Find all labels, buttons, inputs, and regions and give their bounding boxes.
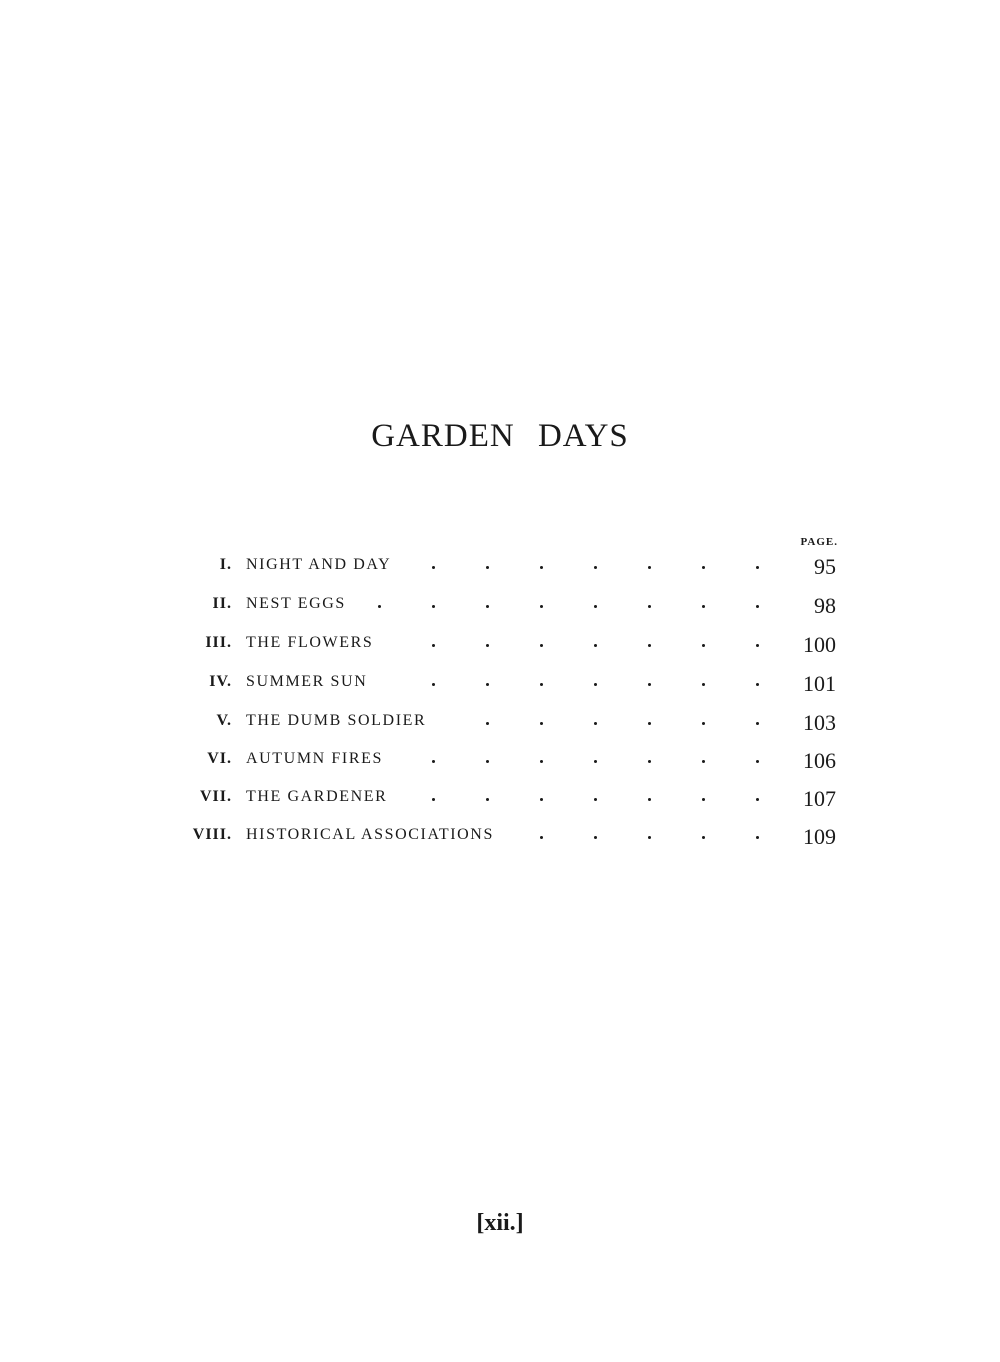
toc-entry [0,587,1000,625]
leader-dot [702,722,705,725]
leader-dot [702,683,705,686]
leader-dot [540,760,543,763]
leader-dot [540,644,543,647]
leader-dot [702,644,705,647]
entry-page-number: 101 [803,671,836,696]
leader-dot [540,605,543,608]
leader-dot [540,722,543,725]
page-folio: [xii.] [476,1210,524,1236]
leader-dot [648,722,651,725]
leader-dot [486,605,489,608]
leader-dot [594,644,597,647]
entry-page-number: 109 [803,824,836,849]
entry-title: HISTORICAL ASSOCIATIONS [246,826,494,843]
leader-dot [594,605,597,608]
leader-dot [540,836,543,839]
leader-dot [648,605,651,608]
leader-dot [486,722,489,725]
leader-dot [432,566,435,569]
toc-entry [0,665,1000,703]
leader-dot [702,836,705,839]
entry-numeral: III. [205,634,232,651]
entry-numeral: I. [219,556,232,573]
toc-entry [0,626,1000,664]
leader-dot [432,605,435,608]
leader-dot [756,836,759,839]
entry-numeral: VII. [199,788,232,805]
leader-dot [540,566,543,569]
leader-dot [486,566,489,569]
leader-dots [0,566,1000,572]
leader-dot [702,760,705,763]
leader-dot [594,798,597,801]
leader-dot [486,760,489,763]
page-title: GARDEN DAYS [371,418,629,454]
toc-entry [0,548,1000,586]
leader-dot [756,722,759,725]
leader-dot [648,644,651,647]
leader-dot [486,644,489,647]
leader-dots [0,798,1000,804]
entry-title: THE FLOWERS [246,634,374,651]
leader-dots [0,836,1000,842]
entry-title: NIGHT AND DAY [246,556,392,573]
entry-page-number: 100 [803,632,836,657]
entry-page-number: 107 [803,786,836,811]
leader-dot [432,798,435,801]
leader-dot [540,798,543,801]
entry-numeral: VIII. [192,826,232,843]
entry-title: AUTUMN FIRES [246,750,383,767]
leader-dot [432,760,435,763]
leader-dot [648,683,651,686]
leader-dot [702,798,705,801]
entry-page-number: 103 [803,710,836,735]
leader-dot [486,798,489,801]
entry-title: NEST EGGS [246,595,346,612]
leader-dot [648,798,651,801]
leader-dot [648,566,651,569]
leader-dot [756,566,759,569]
leader-dot [378,605,381,608]
toc-entry [0,780,1000,818]
page-column-label: PAGE. [800,536,838,548]
leader-dot [594,836,597,839]
leader-dot [594,722,597,725]
entry-page-number: 98 [814,593,836,618]
entry-numeral: V. [216,712,232,729]
leader-dot [702,605,705,608]
leader-dots [0,722,1000,728]
leader-dot [648,760,651,763]
entry-numeral: VI. [207,750,232,767]
leader-dots [0,760,1000,766]
toc-entry [0,818,1000,856]
leader-dot [540,683,543,686]
entry-title: SUMMER SUN [246,673,368,690]
leader-dot [702,566,705,569]
leader-dots [0,605,1000,611]
leader-dot [486,683,489,686]
leader-dot [756,644,759,647]
entry-page-number: 106 [803,748,836,773]
leader-dot [594,683,597,686]
leader-dots [0,683,1000,689]
entry-numeral: IV. [209,673,232,690]
toc-entry [0,742,1000,780]
leader-dot [756,683,759,686]
entry-title: THE GARDENER [246,788,388,805]
leader-dot [756,798,759,801]
entry-numeral: II. [212,595,232,612]
leader-dot [594,566,597,569]
leader-dot [432,683,435,686]
toc-entry [0,704,1000,742]
entry-page-number: 95 [814,554,836,579]
leader-dots [0,644,1000,650]
leader-dot [594,760,597,763]
leader-dot [756,760,759,763]
leader-dot [648,836,651,839]
leader-dot [756,605,759,608]
leader-dot [432,644,435,647]
entry-title: THE DUMB SOLDIER [246,712,427,729]
